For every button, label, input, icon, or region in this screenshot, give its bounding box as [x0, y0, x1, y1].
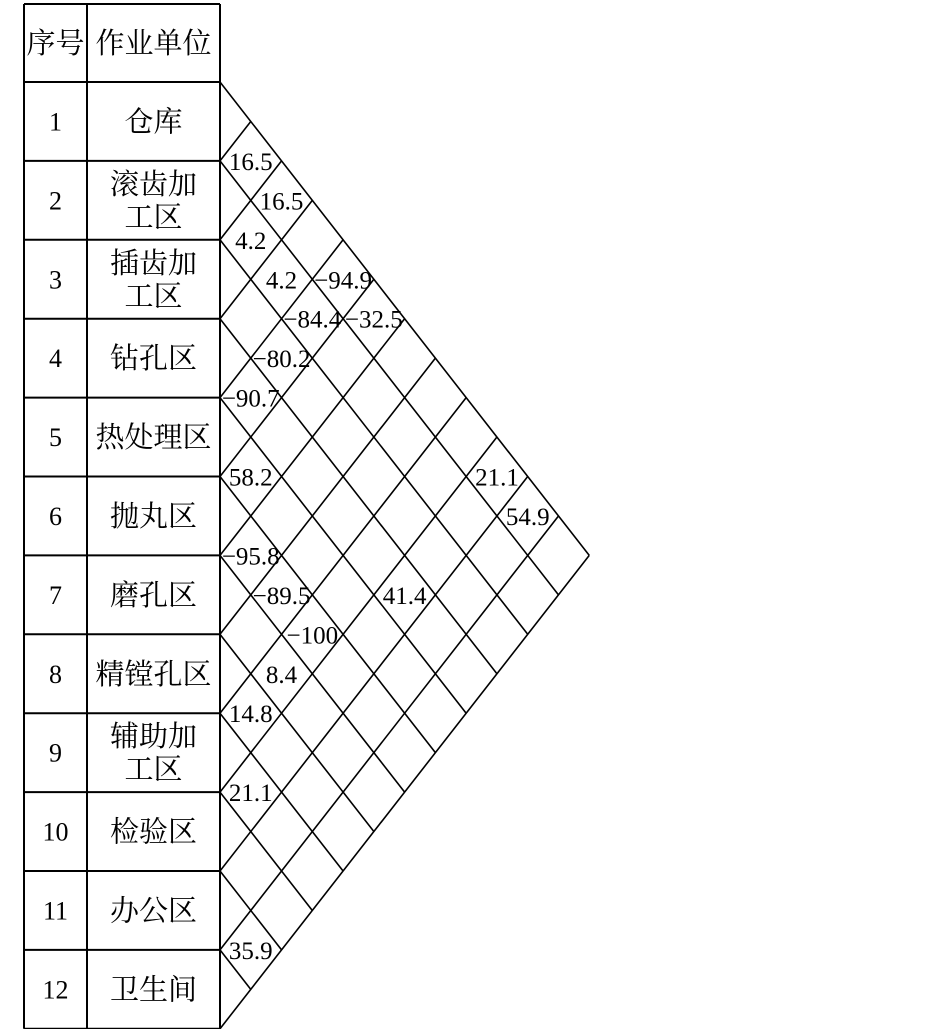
cell-value: 21.1: [228, 780, 273, 808]
cell-value: 4.2: [265, 267, 298, 295]
row-index: 3: [49, 265, 62, 295]
row-index: 1: [49, 107, 62, 137]
row-unit-name: 检验区: [109, 814, 198, 849]
cell-value: −84.4: [283, 306, 342, 334]
row-unit-name: 仓库: [124, 104, 183, 139]
row-index: 4: [49, 344, 62, 374]
cell-value: −32.5: [344, 306, 403, 334]
row-index: 5: [49, 423, 62, 453]
row-unit-name: 插齿加: [109, 245, 198, 280]
row-index: 10: [42, 817, 69, 847]
row-unit-name: 辅助加: [109, 719, 198, 754]
row-unit-name: 精镗孔区: [95, 656, 212, 691]
grid-line-down: [220, 792, 312, 910]
row-index: 8: [49, 659, 62, 689]
row-unit-name: 热处理区: [95, 420, 212, 455]
grid-line-up: [220, 200, 312, 318]
cell-value: 21.1: [475, 464, 519, 492]
cell-value: 16.5: [259, 188, 304, 216]
row-unit-name: 磨孔区: [109, 577, 198, 612]
cell-value: −89.5: [252, 582, 311, 610]
cell-value: −100: [286, 622, 339, 650]
header-unit: 作业单位: [95, 26, 212, 60]
cell-value: −90.7: [221, 385, 280, 413]
cell-value: 16.5: [228, 148, 273, 176]
row-index: 2: [49, 186, 62, 216]
row-index: 7: [49, 580, 62, 610]
cell-value: 35.9: [228, 937, 273, 965]
cell-value: −80.2: [252, 346, 311, 374]
row-unit-name: 钻孔区: [109, 341, 198, 376]
row-unit-name: 办公区: [109, 893, 198, 928]
cell-value: 4.2: [235, 227, 267, 255]
row-unit-name: 抛丸区: [109, 498, 198, 533]
row-index: 12: [42, 975, 69, 1005]
cell-value: 41.4: [382, 582, 427, 610]
cell-values: [222, 149, 550, 965]
grid-line-up: [220, 516, 558, 950]
row-index: 11: [42, 896, 69, 926]
row-index: 6: [49, 501, 62, 531]
cell-value: 14.8: [228, 701, 273, 729]
row-unit-name: 工区: [124, 199, 183, 234]
cell-value: −94.9: [314, 267, 373, 295]
row-unit-name: 工区: [124, 278, 183, 313]
cell-value: −95.8: [221, 543, 280, 571]
cell-value: 58.2: [228, 464, 273, 492]
row-unit-name: 工区: [124, 752, 183, 787]
row-unit-name: 卫生间: [109, 972, 198, 1007]
row-index: 9: [49, 738, 62, 768]
row-unit-name: 滚齿加: [109, 166, 198, 201]
table-text: [26, 26, 211, 1006]
cell-value: 54.9: [505, 503, 550, 531]
header-index: 序号: [26, 26, 85, 60]
cell-value: 8.4: [265, 661, 298, 689]
